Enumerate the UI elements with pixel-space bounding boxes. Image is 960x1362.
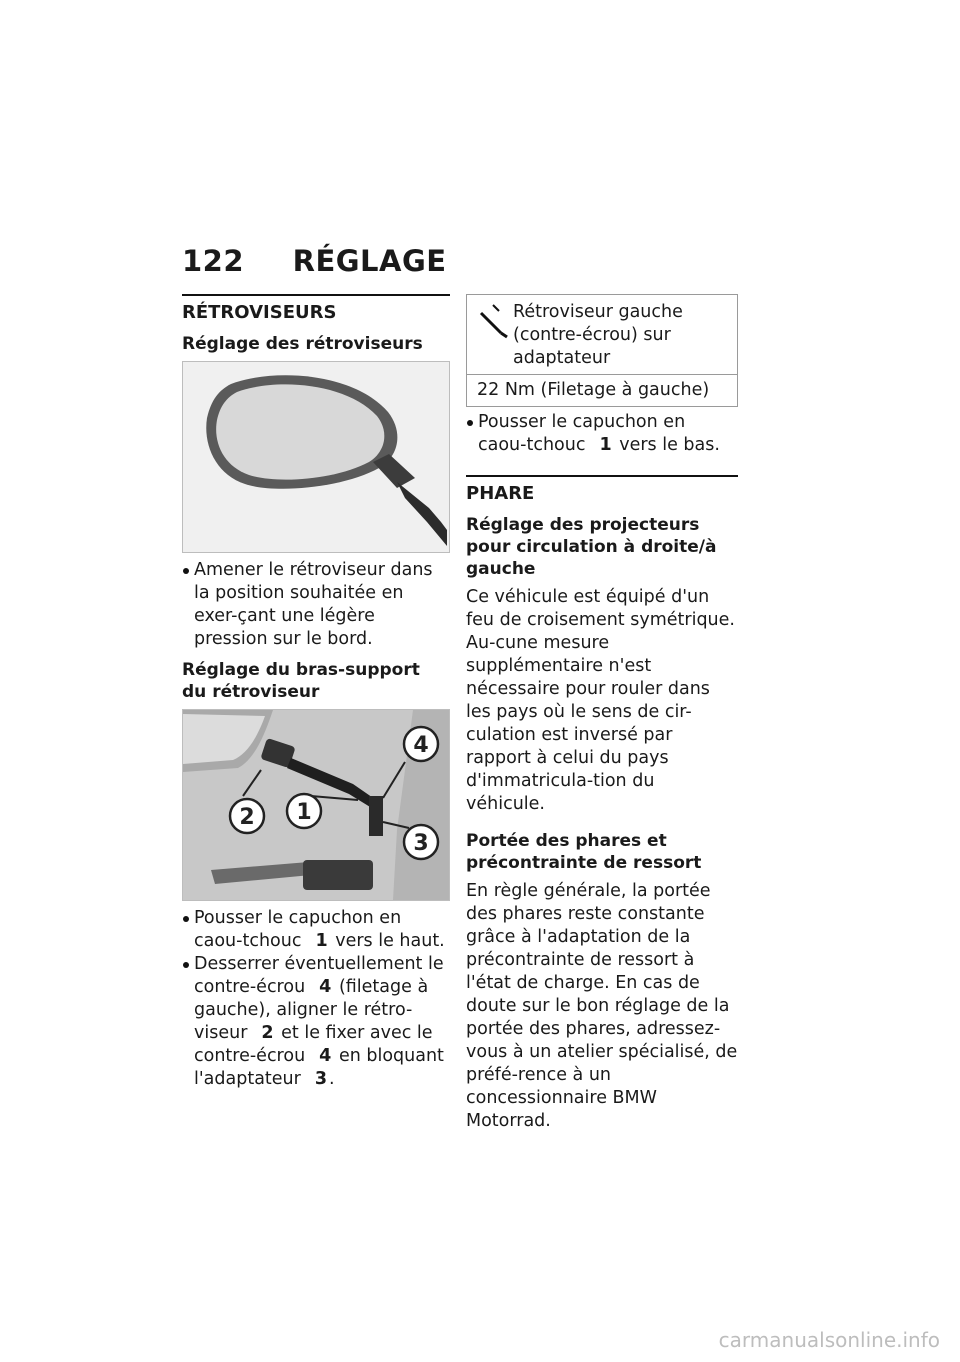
section-title-mirrors: RÉTROVISEURS <box>182 302 337 323</box>
section-title-headlight: PHARE <box>466 483 535 504</box>
bullet-position-mirror: Amener le rétroviseur dans la position souhaitée en exer-çant une légère pression sur le bord. <box>182 559 450 651</box>
bullet-push-cap-down: Pousser le capuchon en caou-tchouc 1 vers le bas. <box>466 411 738 457</box>
subtitle-beam-range: Portée des phares et précontrainte de ressort <box>466 831 702 873</box>
page-number: 122 <box>182 244 245 278</box>
torque-spec-box <box>466 294 738 407</box>
mirror-arm-figure <box>182 709 450 901</box>
bullet-push-cap-up: Pousser le capuchon en caou-tchouc 1 vers le haut. <box>182 907 450 953</box>
paragraph-symmetric-beam: Ce véhicule est équipé d'un feu de croisement symétrique. Au-cune mesure supplémentaire n'est nécessaire pour rouler dans les pays où le sens de cir-culation est inversé par rapport à celui du pays d'immatricula-tion du véhicule. <box>466 587 735 814</box>
right-column <box>466 294 738 1133</box>
subtitle-headlight-traffic: Réglage des projecteurs pour circulation à droite/à gauche <box>466 515 717 579</box>
ref-4: 4 <box>319 977 332 997</box>
ref-2: 2 <box>261 1023 274 1043</box>
section-rule <box>182 294 450 296</box>
page-title: RÉGLAGE <box>292 244 447 278</box>
callout-4-label: 4 <box>413 733 429 758</box>
callout-2 <box>230 799 264 833</box>
page-header <box>182 244 447 278</box>
torque-wrench-icon <box>477 301 513 341</box>
torque-spec-label: Rétroviseur gauche (contre-écrou) sur adaptateur <box>513 302 683 368</box>
subtitle-mirror-adjustment: Réglage des rétroviseurs <box>182 334 423 354</box>
callout-4 <box>404 727 438 761</box>
callout-1-label: 1 <box>296 800 312 825</box>
ref-1-down: 1 <box>599 435 612 455</box>
ref-1: 1 <box>315 931 328 951</box>
bullet-loosen-locknut: Desserrer éventuellement le contre-écrou 4 (filetage à gauche), aligner le rétro-viseur 2 et le fixer avec le contre-écrou 4 en bloquant l'adaptateur 3 . <box>182 953 450 1091</box>
callout-3-label: 3 <box>413 831 429 856</box>
callout-1 <box>287 794 321 828</box>
mirror-figure <box>182 361 450 553</box>
subtitle-arm-adjustment: Réglage du bras-support du rétroviseur <box>182 660 420 702</box>
ref-4b: 4 <box>319 1046 332 1066</box>
torque-spec-header <box>467 295 737 375</box>
torque-spec-value: 22 Nm (Filetage à gauche) <box>477 380 710 400</box>
watermark: carmanualsonline.info <box>718 1328 940 1352</box>
section-rule-headlight <box>466 475 738 477</box>
left-column <box>182 294 450 1091</box>
paragraph-beam-range: En règle générale, la portée des phares reste constante grâce à l'adaptation de la précontrainte de ressort à l'état de charge. En cas de doute sur le bon réglage de la portée des phares, adressez-vous à un atelier spécialisé, de préfé-rence à un concessionnaire BMW Motorrad. <box>466 881 738 1131</box>
ref-3: 3 <box>314 1069 328 1089</box>
callout-3 <box>404 825 438 859</box>
callout-2-label: 2 <box>239 805 255 830</box>
